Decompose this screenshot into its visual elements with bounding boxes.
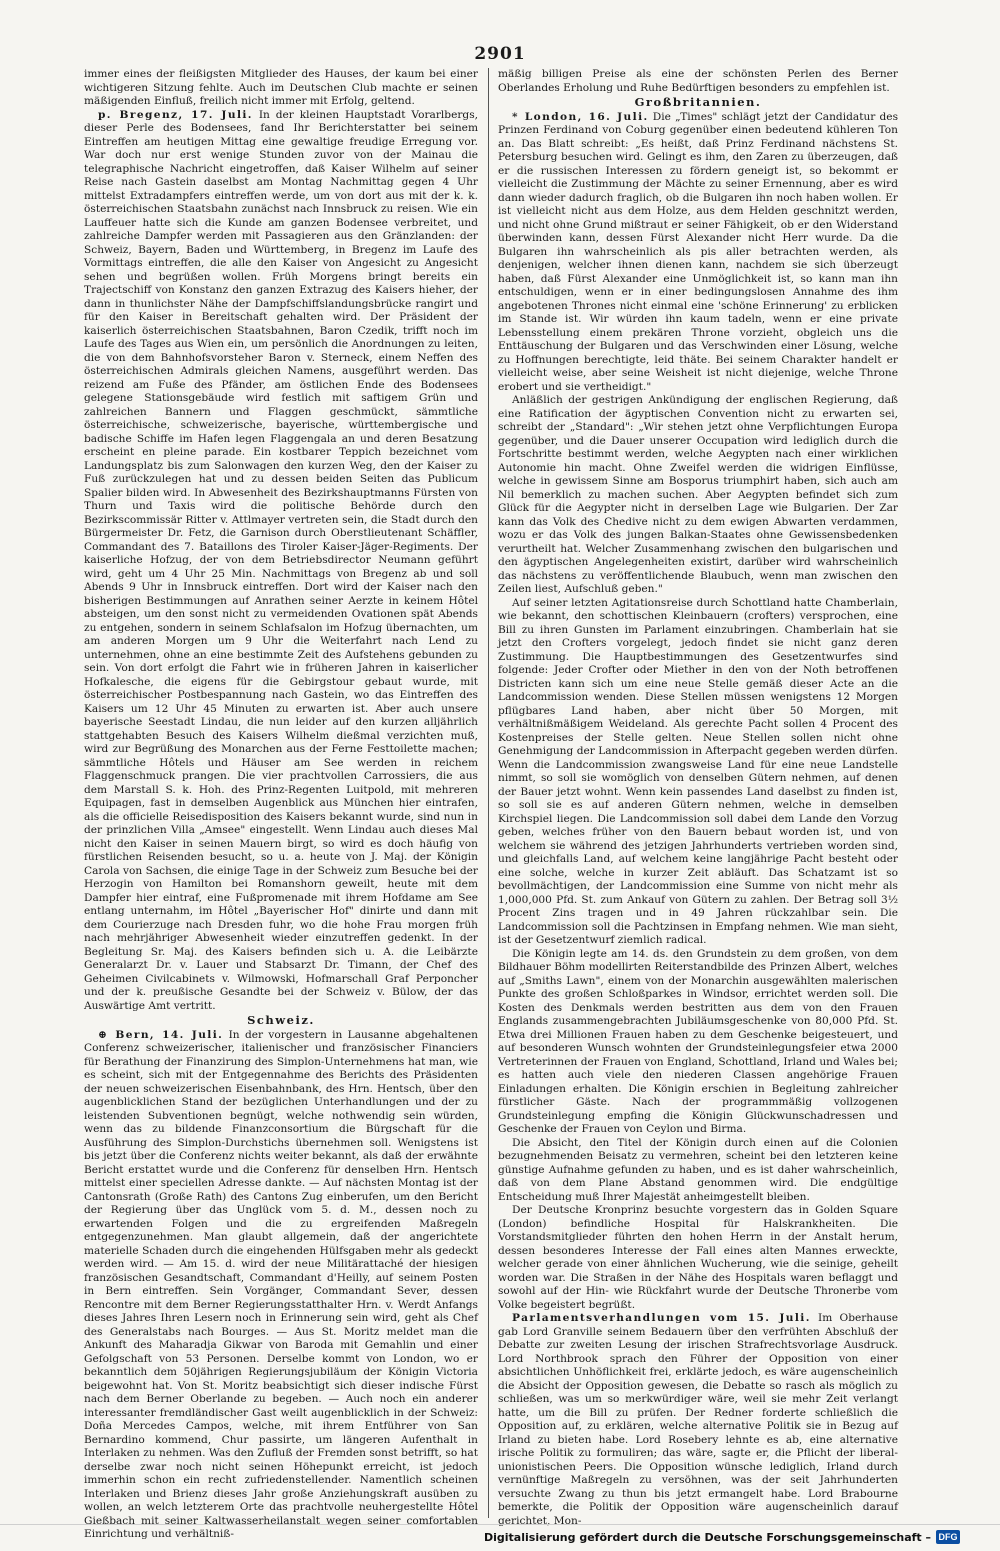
digitization-footer bbox=[484, 1527, 960, 1547]
article-london bbox=[498, 111, 898, 395]
dateline-bern: ⊕ Bern, 14. Juli. bbox=[98, 1028, 224, 1041]
dfg-logo-icon[interactable]: DFG bbox=[936, 1530, 960, 1544]
article-parliament bbox=[498, 1312, 898, 1528]
article-bregenz bbox=[84, 109, 478, 1014]
page-number: 2901 bbox=[474, 44, 526, 64]
left-column bbox=[84, 68, 478, 1540]
paragraph-titel: Die Absicht, den Titel der Königin durch einen auf die Colonien bezugnehmenden Beisatz zu vermehren, scheint bei den letzteren keine günstige Aufnahme gefunden zu haben, und es ist daher wahrscheinlich, daß von dem Plane Abstand genommen wird. Die endgültige Entscheidung muß Ihrer Majestät anheimgestellt bleiben. bbox=[498, 1136, 898, 1203]
paragraph-ratification: Anläßlich der gestrigen Ankündigung der englischen Regierung, daß eine Ratification der ägyptischen Convention nicht zu erwarten sei, schreibt der „Standard": „Wir stehen jetzt ohne Verpflichtungen Europa gegenüber, und die Dauer unserer Occupation wird lediglich durch die Fortschritte bestimmt werden, welche Aegypten nach einer wirklichen Autonomie hin macht. Ohne Zweifel werden die widrigen Einflüsse, welche in gewissem Sinne am Bosporus triumphirt haben, sich auch am Nil bemerklich zu machen suchen. Aber Aegypten befindet sich zum Glück für die Aegypter nicht in derselben Lage wie Bulgarien. Der Zar kann das Volk des Chedive nicht zu dem ewigen Abwarten verdammen, wozu er das Volk des jungen Balkan-Staates ohne Gewissensbedenken verurtheilt hat. Welcher Zusammenhang zwischen den bulgarischen und den ägyptischen Angelegenheiten existirt, darüber wird wahrscheinlich das nächstens zu veröffentlichende Blaubuch, wenn man zwischen den Zeilen liest, Aufschluß geben." bbox=[498, 394, 898, 595]
column-divider bbox=[488, 68, 489, 1518]
parliament-text: Im Oberhause gab Lord Granville seinem Bedauern über den verfrühten Abschluß der Debatte zur zweiten Lesung der irischen Strafrechtsvorlage Ausdruck. Lord Northbrook sprach den Führer der Opposition von einer absichtlichen Unhöflichkeit frei, erklärte jedoch, es wäre augenscheinlich die Absicht der Opposition gewesen, die Debatte so rasch als möglich zu schließen, was um so merkwürdiger wäre, weil sie mehr Zeit verlangt hatte, um die Bill zu prüfen. Der Redner forderte schließlich die Opposition auf, zu erklären, welche alternative Politik sie in Bezug auf Irland zu bieten habe. Lord Rosebery lehnte es ab, eine alternative irische Politik zu formuliren; das wäre, sagte er, die Pflicht der liberal-unionistischen Peers. Die Opposition wünsche lediglich, Irland durch vernünftige Maßregeln zu versöhnen, was der seit Jahrhunderten versuchte Zwang zu thun bis jetzt ermangelt habe. Lord Brabourne bemerkte, die Politik der Opposition wäre augenscheinlich darauf gerichtet, Mon- bbox=[498, 1312, 898, 1527]
article-bern-text: In der vorgestern in Lausanne abgehaltenen Conferenz schweizerischer, italienischer und französischer Financiers für Berathung der Finanzirung des Simplon-Unternehmens hat man, wie es scheint, sich mit der Entgegennahme des Berichts des Präsidenten der neuen schweizerischen Eisenbahnbank, des Hrn. Hentsch, über den augenblicklichen Stand der bezüglichen Unterhandlungen und der zu leistenden Subventionen begnügt, welche nothwendig sein würden, wenn das zu bildende Finanzconsortium die Bürgschaft für die Ausführung des Simplon-Durchstichs übernehmen soll. Wenigstens ist bis jetzt über die Conferenz nichts weiter bekannt, als daß der erwähnte Bericht erstattet wurde und die Conferenz für denselben Hrn. Hentsch mittelst einer speciellen Adresse dankte. — Auf nächsten Montag ist der Cantonsrath (Große Rath) des Cantons Zug einberufen, um den Bericht der Regierung über das Unglück vom 5. d. M., dessen noch zu erwartenden Folgen und die zu ergreifenden Maßregeln entgegenzunehmen. Man glaubt allgemein, daß der angerichtete materielle Schaden durch die eingehenden Hülfsgaben mehr als gedeckt werden wird. — Am 15. d. wird der neue Militärattaché der hiesigen französischen Gesandtschaft, Commandant d'Heilly, auf seinem Posten in Bern eintreffen. Sein Vorgänger, Commandant Sever, dessen Rencontre mit dem Berner Regierungsstatthalter Hrn. v. Werdt Anfangs dieses Jahres Ihren Lesern noch in Erinnerung sein wird, geht als Chef des Generalstabs nach Bourges. — Aus St. Moritz meldet man die Ankunft des Maharadja Gikwar von Baroda mit Gemahlin und einer Gefolgschaft von 53 Personen. Derselbe kommt von London, wo er bekanntlich dem 50jährigen Regierungsjubiläum der Königin Victoria beigewohnt hat. Von St. Moritz beabsichtigt sich dieser indische Fürst nach dem Berner Oberlande zu begeben. — Auch noch ein anderer interessanter fremdländischer Gast weilt augenblicklich in der Schweiz: Doña Mercedes Campos, welche, mit ihrem Entführer von San Bernardino kommend, Chur passirte, um längeren Aufenthalt in Interlaken zu nehmen. Was den Zufluß der Fremden sonst betrifft, so hat derselbe zwar noch nicht seinen Höhepunkt erreicht, ist jedoch immerhin schon ein recht zufriedenstellender. Namentlich scheinen Interlaken und Brienz dieses Jahr große Anziehungskraft ausüben zu wollen, an welch letzterem Orte das prachtvolle neuhergestellte Hôtel Gießbach mit seiner Kaltwasserheilanstalt wegen seiner comfortablen Einrichtung und verhältniß- bbox=[84, 1028, 478, 1540]
section-heading-grossbritannien: Großbritannien. bbox=[634, 95, 762, 109]
footer-divider bbox=[0, 1524, 1000, 1525]
footer-credit: Digitalisierung gefördert durch die Deutsche Forschungsgemeinschaft – bbox=[484, 1530, 931, 1544]
paragraph-continuation: mäßig billigen Preise als eine der schönsten Perlen des Berner Oberlandes Erholung und Ruhe Bedürftigen besonders zu empfehlen ist. bbox=[498, 68, 898, 94]
paragraph-intro: immer eines der fleißigsten Mitglieder des Hauses, der kaum bei einer wichtigeren Sitzung fehlte. Auch im Deutschen Club machte er seinen mäßigenden Einfluß, freilich nicht immer mit Erfolg, geltend. bbox=[84, 68, 478, 107]
article-bern bbox=[84, 1029, 478, 1542]
paragraph-koenigin: Die Königin legte am 14. ds. den Grundstein zu dem großen, von dem Bildhauer Böhm modellirten Reiterstandbilde des Prinzen Albert, welches auf „Smiths Lawn", einem von der Monarchin ausgewählten malerischen Punkte des großen Schloßparkes in Windsor, errichtet werden soll. Die Kosten des Denkmals werden bestritten aus dem von den Frauen Englands zusammengebrachten Jubiläumsgeschenke von 80,000 Pfd. St. Etwa drei Millionen Frauen haben zu dem Geschenke beigesteuert, und auf besonderen Wunsch wohnten der Grundsteinlegungsfeier etwa 2000 Vertreterinnen der Frauen von England, Schottland, Irland und Wales bei; es hatten auch viele den niederen Classen angehörige Frauen Einladungen erhalten. Die Königin erschien in Begleitung zahlreicher fürstlicher Gäste. Nach der programmmäßig vollzogenen Grundsteinlegung empfing die Königin Glückwunschadressen und Geschenke der Frauen von Ceylon und Birma. bbox=[498, 947, 898, 1135]
right-column bbox=[498, 68, 899, 1527]
dateline-bregenz: p. Bregenz, 17. Juli. bbox=[98, 108, 253, 121]
article-bregenz-text: In der kleinen Hauptstadt Vorarlbergs, dieser Perle des Bodensees, fand Ihr Berichterstatter bei seinem Eintreffen am heutigen Mittag eine gewaltige freudige Erregung vor. War doch nur erst wenige Stunden zuvor von der Mainau die telegraphische Nachricht eingetroffen, daß Kaiser Wilhelm auf seiner Reise nach Gastein daselbst am Montag Nachmittag gegen 4 Uhr mittelst Extradampfers eintreffen werde, um von dort aus mit der k. k. österreichischen Staatsbahn zunächst nach Innsbruck zu reisen. Wie ein Lauffeuer hatte sich die Kunde am ganzen Bodensee verbreitet, und zahlreiche Dampfer werden mit Passagieren aus den Gränzlanden: der Schweiz, Bayern, Baden und Württemberg, in Bregenz im Laufe des Vormittags eintreffen, die alle den Kaiser von Angesicht zu Angesicht sehen und begrüßen wollen. Früh Morgens bringt bereits ein Trajectschiff von Konstanz den ganzen Extrazug des Kaisers hieher, der dann in thunlichster Nähe der Dampfschiffslandungsbrücke rangirt und für den Kaiser in Bereitschaft gehalten wird. Der Präsident der kaiserlich österreichischen Staatsbahnen, Baron Czedik, trifft noch im Laufe des Tages aus Wien ein, um persönlich die Anordnungen zu leiten, die von dem Bahnhofsvorsteher Baron v. Sterneck, einem Neffen des österreichischen Admirals gleichen Namens, ausgeführt werden. Das reizend am Fuße des Pfänder, am östlichen Ende des Bodensees gelegene Stationsgebäude wird festlich mit saftigem Grün und zahlreichen Bannern und Flaggen geschmückt, sämmtliche österreichische, schweizerische, bayerische, württembergische und badische Schiffe im Hafen legen Flaggengala an und deren Besatzung erscheint en pleine parade. Ein kostbarer Teppich bezeichnet vom Landungsplatz bis zum Salonwagen den kurzen Weg, den der Kaiser zu Fuß zurückzulegen hat und zu dessen beiden Seiten das Publicum Spalier bilden wird. In Abwesenheit des Bezirkshauptmanns Fürsten von Thurn und Taxis wird die politische Behörde durch den Bezirkscommissär Ritter v. Attlmayer vertreten sein, die Stadt durch den Bürgermeister Dr. Fetz, die Garnison durch Oberstlieutenant Schäffler, Commandant des 7. Bataillons des Tiroler Kaiser-Jäger-Regiments. Der kaiserliche Hofzug, der von dem Betriebsdirector Neumann geführt wird, geht um 4 Uhr 25 Min. Nachmittags von Bregenz ab und soll Abends 9 Uhr in Innsbruck eintreffen. Dort wird der Kaiser nach den bisherigen Bestimmungen auf Anrathen seiner Aerzte in keinem Hôtel absteigen, um den sonst nicht zu vermeidenden Ovationen spät Abends zu entgehen, sondern in seinem Schlafsalon im Hofzug übernachten, um am anderen Morgen um 9 Uhr die Weiterfahrt nach Lend zu unternehmen, ohne an eine bestimmte Zeit des Aufstehens gebunden zu sein. Von dort erfolgt die Fahrt wie in früheren Jahren in kaiserlicher Hofkalesche, die eigens für die Gebirgstour gebaut wurde, mit österreichischer Postbespannung nach Gastein, wo das Eintreffen des Kaisers um 12 Uhr 45 Minuten zu erwarten ist. Aber auch unsere bayerische Seestadt Lindau, die nun leider auf den kurzen alljährlich stattgehabten Besuch des Kaisers Wilhelm dießmal verzichten muß, wird zur Begrüßung des Monarchen aus der Ferne Festtoilette machen; sämmtliche Hôtels und Häuser am See werden in reichem Flaggenschmuck prangen. Die vier prachtvollen Carrossiers, die aus dem Marstall S. k. Hoh. des Prinz-Regenten Luitpold, mit mehreren Equipagen, fast in demselben Augenblick aus München hier eintrafen, als die officielle Reisedisposition des Kaisers bekannt wurde, sind nun in der prinzlichen Villa „Amsee" eingestellt. Wenn Lindau auch dieses Mal nicht den Kaiser in seinen Mauern birgt, so wird es doch häufig von fürstlichen Reisenden besucht, so u. a. heute von J. Maj. der Königin Carola von Sachsen, die einige Tage in der Schweiz zum Besuche bei der Herzogin von Hamilton bei Romanshorn geweilt, heute mit dem Dampfer hier eintraf, eine Fußpromenade mit ihrem Hofdame am See entlang unternahm, im Hôtel „Bayerischer Hof" dinirte und dann mit dem Courierzuge nach Dresden fuhr, wo die hohe Frau morgen früh nach mehrjähriger Abwesenheit wieder einzutreffen gedenkt. In der Begleitung Sr. Maj. des Kaisers befinden sich u. A. die Leibärzte Generalarzt Dr. v. Lauer und Stabsarzt Dr. Timann, der Chef des Geheimen Civilcabinets v. Wilmowski, Hofmarschall Graf Perponcher und der k. preußische Gesandte bei der Schweiz v. Bülow, der das Auswärtige Amt vertritt. bbox=[84, 108, 478, 1012]
section-heading-schweiz: Schweiz. bbox=[247, 1013, 315, 1027]
paragraph-chamberlain: Auf seiner letzten Agitationsreise durch Schottland hatte Chamberlain, wie bekannt, den schottischen Kleinbauern (crofters) versprochen, eine Bill zu ihren Gunsten im Parlament einzubringen. Chamberlain hat sie jetzt den Crofters vorgelegt, jedoch findet sie nicht ganz deren Zustimmung. Die Hauptbestimmungen des Gesetzentwurfes sind folgende: Jeder Crofter oder Miether in den von der Noth betroffenen Districten kann sich um eine neue Stelle gemäß dieser Acte an die Landcommission wenden. Diese Stellen müssen wenigstens 12 Morgen pflügbares Land haben, aber nicht über 50 Morgen, mit verhältnißmäßigem Weideland. Als gerechte Pacht sollen 4 Procent des Kostenpreises der Stelle gelten. Neue Stellen sollen nicht ohne Genehmigung der Landcommission in Afterpacht gegeben werden dürfen. Wenn die Landcommission zwangsweise Land für eine neue Landstelle nimmt, so soll sie womöglich von denselben Gütern nehmen, auf denen der Bauer jetzt wohnt. Wenn kein passendes Land daselbst zu finden ist, so soll sie es auf anderen Gütern nehmen, welche in demselben Kirchspiel liegen. Die Landcommission soll dabei dem Lande den Vorzug geben, welches früher von den Bauern bebaut worden ist, und von welchem sie während des jetzigen Jahrhunderts vertrieben worden sind, und gleichfalls Land, auf welchem keine langjährige Pacht besteht oder eine solche, welche in kurzer Zeit abläuft. Das Schatzamt ist so bevollmächtigen, der Landcommission eine Summe von nicht mehr als 1,000,000 Pfd. St. zum Ankauf von Gütern zu zahlen. Der Betrag soll 3½ Procent Zins tragen und in 49 Jahren rückzahlbar sein. Die Landcommission soll die Pachtzinsen in Empfang nehmen. Wie man sieht, ist der Gesetzentwurf ziemlich radical. bbox=[498, 596, 898, 946]
article-london-text: Die „Times" schlägt jetzt der Candidatur des Prinzen Ferdinand von Coburg gegenüber einen bedeutend kühleren Ton an. Das Blatt schreibt: „Es heißt, daß Prinz Ferdinand nächstens St. Petersburg besuchen wird. Gelingt es ihm, den Zaren zu überzeugen, daß er die russischen Interessen zu fördern geneigt ist, so bekommt er vielleicht die Zustimmung der Mächte zu seiner Ernennung, aber es wird dann wieder dadurch fraglich, ob die Bulgaren ihn noch haben wollen. Er ist vielleicht nicht aus dem Holze, aus dem Helden geschnitzt werden, und nicht ohne Grund mißtraut er seiner Fähigkeit, ob er den Widerstand überwinden kann, dessen Fürst Alexander nicht Herr wurde. Da die Bulgaren ihn wahrscheinlich als pis aller betrachten werden, als denjenigen, welcher ihnen dienen kann, nachdem sie sich überzeugt haben, daß Fürst Alexander eine Unmöglichkeit ist, so kann man ihn entschuldigen, wenn er in einer bedingungslosen Annahme des ihm angebotenen Thrones nicht einmal eine 'schöne Erinnerung' zu erblicken im Stande ist. Wir würden ihn kaum tadeln, wenn er eine private Lebensstellung einem prekären Throne vorzieht, obgleich uns die Enttäuschung der Bulgaren und das Verschwinden einer Lösung, welche zu Hoffnungen berechtigte, leid thäte. Bei seinem Charakter handelt er vielleicht weise, aber seine Weisheit ist nicht diejenige, welche Throne erobert und sie vertheidigt." bbox=[498, 110, 899, 393]
paragraph-kronprinz: Der Deutsche Kronprinz besuchte vorgestern das in Golden Square (London) befindliche Hospital für Halskrankheiten. Die Vorstandsmitglieder führten den hohen Herrn in der Anstalt herum, dessen besonderes Interesse der Fall eines alten Mannes erweckte, welcher gerade von einer ähnlichen Wucherung, wie die seinige, geheilt worden war. Die Straßen in der Nähe des Hospitals waren beflaggt und sowohl auf der Hin- wie Rückfahrt wurde der Deutsche Thronerbe vom Volke begeistert begrüßt. bbox=[498, 1204, 898, 1311]
dateline-london: * London, 16. Juli. bbox=[512, 110, 649, 123]
parliament-label: Parlamentsverhandlungen vom 15. Juli. bbox=[512, 1312, 811, 1324]
